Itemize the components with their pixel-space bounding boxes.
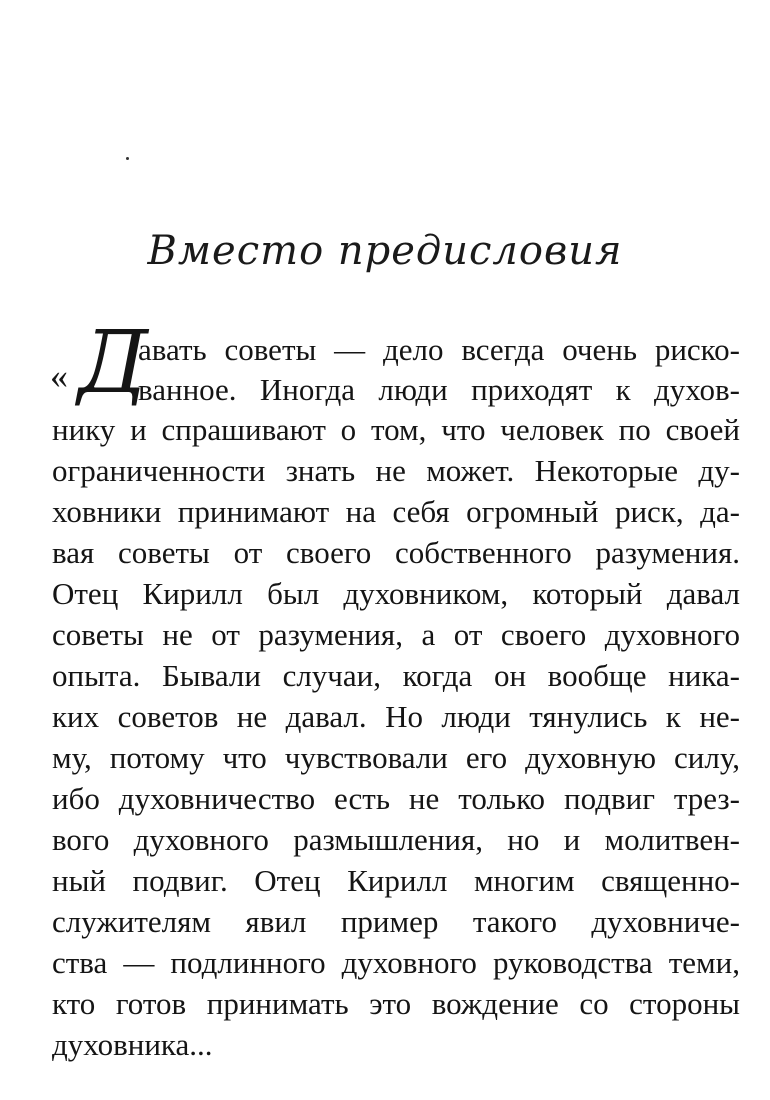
text-line: кто готов принимать это вождение со стороны bbox=[52, 986, 740, 1021]
text-line: нику и спрашивают о том, что человек по своей bbox=[52, 412, 740, 447]
text-line: служителям явил пример такого духовниче- bbox=[52, 904, 740, 939]
text-line: ограниченности знать не может. Некоторые ду- bbox=[52, 453, 740, 488]
text-line: му, потому что чувствовали его духовную силу, bbox=[52, 740, 740, 775]
text-line: ванное. Иногда люди приходят к духов- bbox=[138, 372, 740, 407]
drop-cap-letter: Д bbox=[78, 313, 148, 413]
text-line: духовника... bbox=[52, 1027, 213, 1062]
text-line: ких советов не давал. Но люди тянулись к не- bbox=[52, 699, 740, 734]
text-line: ибо духовничество есть не только подвиг трез- bbox=[52, 781, 740, 816]
chapter-title: Вместо предисловия bbox=[147, 228, 623, 274]
text-line: опыта. Бывали случаи, когда он вообще ника- bbox=[52, 658, 740, 693]
text-line: вая советы от своего собственного разумения. bbox=[52, 535, 740, 570]
text-line: ный подвиг. Отец Кирилл многим священно- bbox=[52, 863, 740, 898]
text-line: авать советы — дело всегда очень риско- bbox=[138, 332, 740, 367]
text-line: вого духовного размышления, но и молитвен- bbox=[52, 822, 740, 857]
print-speck bbox=[126, 157, 129, 160]
text-line: ства — подлинного духовного руководства теми, bbox=[52, 945, 740, 980]
text-line: Отец Кирилл был духовником, который давал bbox=[52, 576, 740, 611]
text-line: ховники принимают на себя огромный риск, да- bbox=[52, 494, 740, 529]
text-line: советы не от разумения, а от своего духовного bbox=[52, 617, 740, 652]
opening-quote-mark: « bbox=[50, 356, 68, 396]
